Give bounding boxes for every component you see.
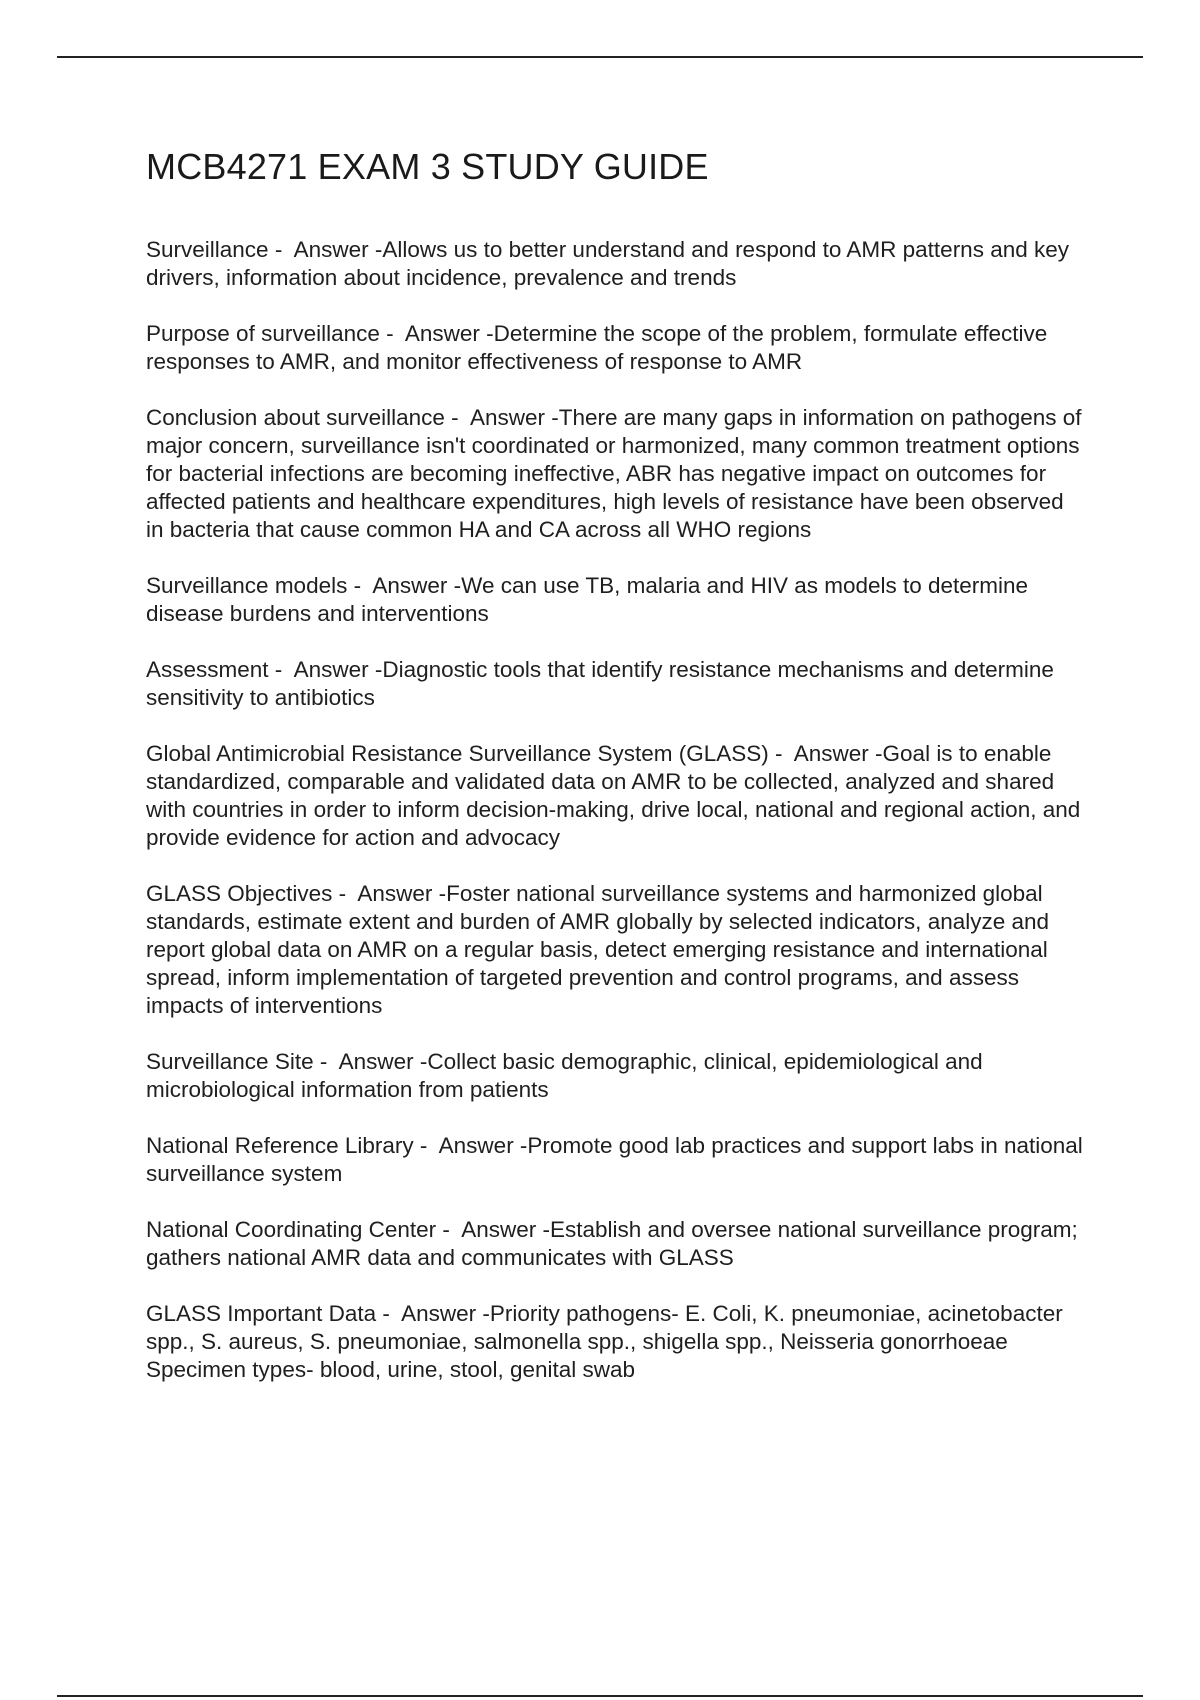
qa-answer: Answer -Diagnostic tools that identify resistance mechanisms and determine sensitivity to antibiotics [146, 657, 1054, 710]
top-divider [57, 56, 1143, 58]
qa-item-glass-objectives [146, 880, 1086, 1020]
qa-item-purpose-of-surveillance [146, 320, 1086, 376]
page-title: MCB4271 EXAM 3 STUDY GUIDE [146, 146, 709, 187]
qa-term: Assessment - [146, 657, 283, 682]
qa-answer: Answer -Goal is to enable standardized, comparable and validated data on AMR to be collected, analyzed and shared with countries in order to inform decision-making, drive local, national and regional action, and provide evidence for action and advocacy [146, 741, 1081, 850]
qa-term: Surveillance Site - [146, 1049, 328, 1074]
qa-term: GLASS Objectives - [146, 881, 347, 906]
qa-term: Surveillance models - [146, 573, 362, 598]
qa-answer: Answer -Allows us to better understand and respond to AMR patterns and key drivers, information about incidence, prevalence and trends [146, 237, 1070, 290]
qa-answer: Answer -Priority pathogens- E. Coli, K. pneumoniae, acinetobacter spp., S. aureus, S. pneumoniae, salmonella spp., shigella spp., Neisseria gonorrhoeae [146, 1301, 1063, 1354]
qa-item-glass [146, 740, 1086, 852]
qa-list [146, 236, 1086, 1384]
qa-item-glass-important-data [146, 1300, 1086, 1384]
qa-extra-line: Specimen types- blood, urine, stool, genital swab [146, 1357, 636, 1382]
qa-answer: Answer -There are many gaps in information on pathogens of major concern, surveillance isn't coordinated or harmonized, many common treatment options for bacterial infections are becoming ineffective, ABR has negative impact on outcomes for affected patients and healthcare expenditures, high levels of resistance have been observed in bacteria that cause common HA and CA across all WHO regions [146, 405, 1082, 542]
qa-answer: Answer -Collect basic demographic, clinical, epidemiological and microbiological information from patients [146, 1049, 983, 1102]
qa-item-national-reference-library [146, 1132, 1086, 1188]
qa-answer: Answer -Foster national surveillance systems and harmonized global standards, estimate extent and burden of AMR globally by selected indicators, analyze and report global data on AMR on a regular basis, detect emerging resistance and international spread, inform implementation of targeted prevention and control programs, and assess impacts of interventions [146, 881, 1050, 1018]
bottom-divider [57, 1695, 1143, 1697]
qa-item-assessment [146, 656, 1086, 712]
qa-item-surveillance [146, 236, 1086, 292]
qa-item-surveillance-models [146, 572, 1086, 628]
qa-term: National Coordinating Center - [146, 1217, 450, 1242]
qa-term: National Reference Library - [146, 1133, 428, 1158]
qa-item-national-coordinating-center [146, 1216, 1086, 1272]
qa-answer: Answer -Establish and oversee national surveillance program; gathers national AMR data and communicates with GLASS [146, 1217, 1078, 1270]
qa-term: GLASS Important Data - [146, 1301, 390, 1326]
qa-answer: Answer -We can use TB, malaria and HIV as models to determine disease burdens and interventions [146, 573, 1029, 626]
qa-item-conclusion-about-surveillance [146, 404, 1086, 544]
qa-term: Surveillance - [146, 237, 283, 262]
document-body [146, 140, 1086, 1412]
qa-answer: Answer -Determine the scope of the problem, formulate effective responses to AMR, and monitor effectiveness of response to AMR [146, 321, 1048, 374]
qa-answer: Answer -Promote good lab practices and support labs in national surveillance system [146, 1133, 1083, 1186]
qa-term: Global Antimicrobial Resistance Surveillance System (GLASS) - [146, 741, 783, 766]
qa-term: Conclusion about surveillance - [146, 405, 459, 430]
qa-term: Purpose of surveillance - [146, 321, 394, 346]
qa-item-surveillance-site [146, 1048, 1086, 1104]
